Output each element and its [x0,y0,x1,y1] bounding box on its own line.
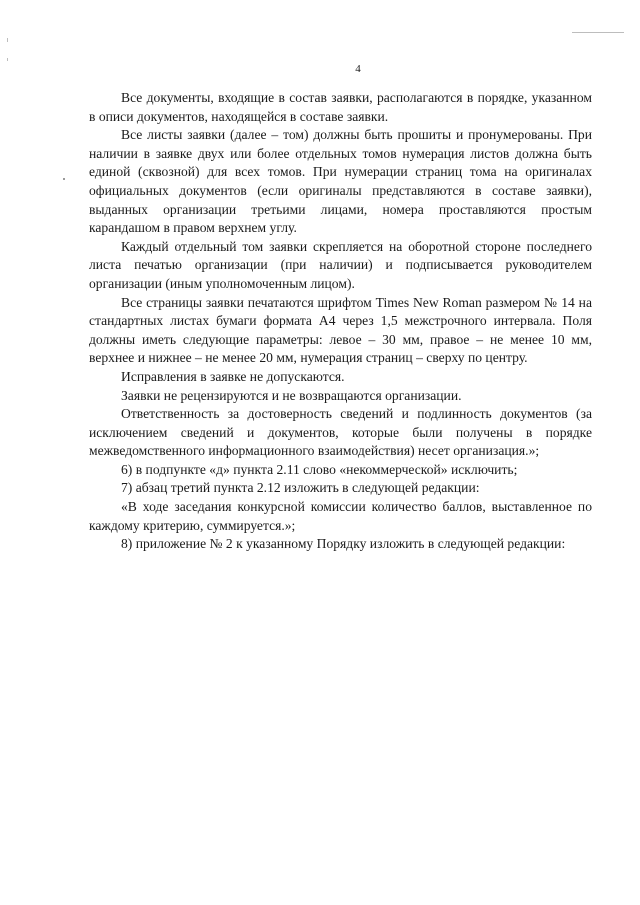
paragraph-sheet-binding: Все листы заявки (далее – том) должны быть прошиты и пронумерованы. При наличии в заявке двух или более отдельных томов нумерация листов должна быть единой (сквозной) для всех томов. При нумерации страниц тома на оригиналах официальных документов (если оригиналы представляются в составе заявки), выданных организации третьими лицами, номера проставляются простым карандашом в правом верхнем углу. [89,127,592,236]
paragraph-responsibility: Ответственность за достоверность сведений и подлинность документов (за исключением сведений и документов, которые были получены в порядке межведомственного информационного взаимодействия) несет организация.»; [89,406,592,459]
paragraph-item-8: 8) приложение № 2 к указанному Порядку изложить в следующей редакции: [121,536,566,552]
scan-artifact-line [572,32,624,33]
paragraph-no-corrections: Исправления в заявке не допускаются. [121,368,345,384]
paragraph-document-order: Все документы, входящие в состав заявки, располагаются в порядке, указанном в описи документов, находящейся в составе заявки. [89,90,592,124]
scan-artifact-mark [7,38,8,42]
scan-artifact-dot [63,178,65,180]
paragraph-quote-scoring: «В ходе заседания конкурсной комиссии количество баллов, выставленное по каждому критерию, суммируется.»; [89,499,592,533]
page-number: 4 [355,63,361,75]
paragraph-item-6: 6) в подпункте «д» пункта 2.11 слово «некоммерческой» исключить; [121,461,518,477]
document-body [89,89,592,554]
paragraph-volume-seal: Каждый отдельный том заявки скрепляется на оборотной стороне последнего листа печатью организации (при наличии) и подписывается руководителем организации (иным уполномоченным лицом). [89,238,592,291]
paragraph-item-7: 7) абзац третий пункта 2.12 изложить в следующей редакции: [121,480,480,496]
scan-artifact-mark [7,58,8,61]
paragraph-no-return: Заявки не рецензируются и не возвращаются организации. [121,387,462,403]
paragraph-print-format: Все страницы заявки печатаются шрифтом Times New Roman размером № 14 на стандартных листах бумаги формата А4 через 1,5 межстрочного интервала. Поля должны иметь следующие параметры: левое – 30 мм, правое – не менее 10 мм, верхнее и нижнее – не менее 20 мм, нумерация страниц – сверху по центру. [89,294,592,366]
